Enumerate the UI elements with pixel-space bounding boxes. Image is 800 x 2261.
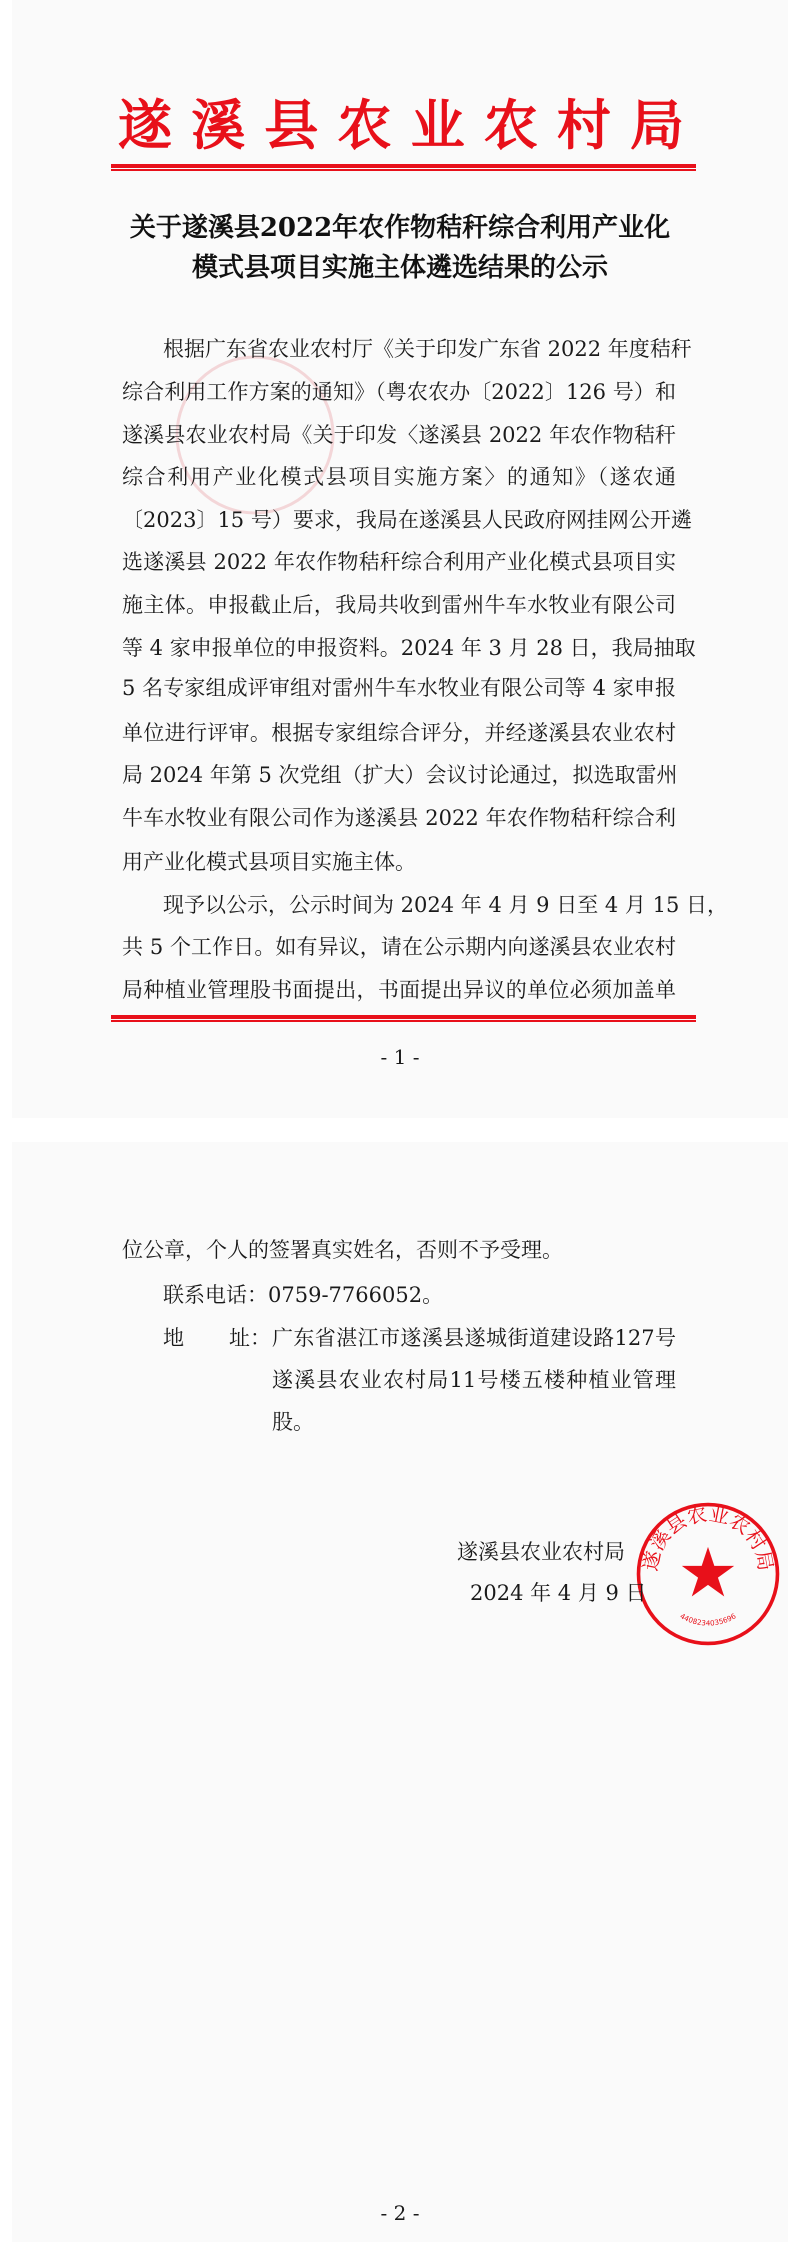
body-line-continuation: 位公章，个人的签署真实姓名，否则不予受理。 (122, 1238, 563, 1262)
page-number-2: - 2 - (380, 2201, 420, 2225)
document-heading-line-1: 关于遂溪县2022年农作物秸秆综合利用产业化 (129, 213, 671, 243)
contact-line (163, 1280, 443, 1310)
address-label-2: 址： (229, 1326, 271, 1350)
contact-phone: 0759-7766052。 (268, 1283, 444, 1307)
issuing-organization-title: 遂溪县农业农村局 (118, 93, 688, 157)
star-icon (682, 1547, 734, 1597)
body-line: 综合利用产业化模式县项目实施方案〉的通知》（遂农通 (122, 465, 676, 489)
body-line: 5 名专家组成评审组对雷州牛车水牧业有限公司等 4 家申报 (122, 676, 676, 700)
body-line: 共 5 个工作日。如有异议，请在公示期内向遂溪县农业农村 (122, 935, 676, 959)
body-line: 局 2024 年第 5 次党组（扩大）会议讨论通过，拟选取雷州 (122, 763, 678, 787)
document-heading-line-2: 模式县项目实施主体遴选结果的公示 (191, 253, 608, 283)
body-line: 施主体。申报截止后，我局共收到雷州牛车水牧业有限公司 (122, 593, 676, 617)
signature-organization: 遂溪县农业农村局 (457, 1540, 625, 1564)
body-line: 牛车水牧业有限公司作为遂溪县 2022 年农作物秸秆综合利 (122, 806, 676, 830)
page-number-1: - 1 - (380, 1045, 420, 1069)
red-header-rule (111, 164, 696, 171)
contact-label: 联系电话： (163, 1283, 268, 1307)
body-line: 根据广东省农业农村厅《关于印发广东省 2022 年度秸秆 (163, 337, 692, 361)
red-footer-rule (111, 1015, 696, 1022)
address-line-3: 股。 (272, 1410, 314, 1434)
body-line: 等 4 家申报单位的申报资料。2024 年 3 月 28 日，我局抽取 (122, 636, 696, 660)
body-line: 单位进行评审。根据专家组综合评分，并经遂溪县农业农村 (122, 721, 676, 745)
body-line: 遂溪县农业农村局《关于印发〈遂溪县 2022 年农作物秸秆 (122, 423, 676, 447)
body-line: 现予以公示，公示时间为 2024 年 4 月 9 日至 4 月 15 日， (163, 893, 728, 917)
body-line: 〔2023〕15 号）要求，我局在遂溪县人民政府网挂网公开遴 (122, 508, 692, 532)
official-seal-stamp (634, 1500, 782, 1648)
body-line: 局种植业管理股书面提出，书面提出异议的单位必须加盖单 (122, 978, 676, 1002)
signature-date: 2024 年 4 月 9 日 (470, 1581, 647, 1605)
stamp-text: 遂溪县农业农村局 (638, 1502, 778, 1573)
stamp-code: 4408234035696 (678, 1611, 738, 1628)
body-line: 用产业化模式县项目实施主体。 (122, 850, 416, 874)
address-label-1: 地 (163, 1326, 184, 1350)
body-line: 选遂溪县 2022 年农作物秸秆综合利用产业化模式县项目实 (122, 550, 676, 574)
address-line-2: 遂溪县农业农村局11号楼五楼种植业管理 (272, 1368, 676, 1392)
address-line-1: 广东省湛江市遂溪县遂城街道建设路127号 (272, 1326, 676, 1350)
body-line: 综合利用工作方案的通知》（粤农农办〔2022〕126 号）和 (122, 380, 676, 404)
